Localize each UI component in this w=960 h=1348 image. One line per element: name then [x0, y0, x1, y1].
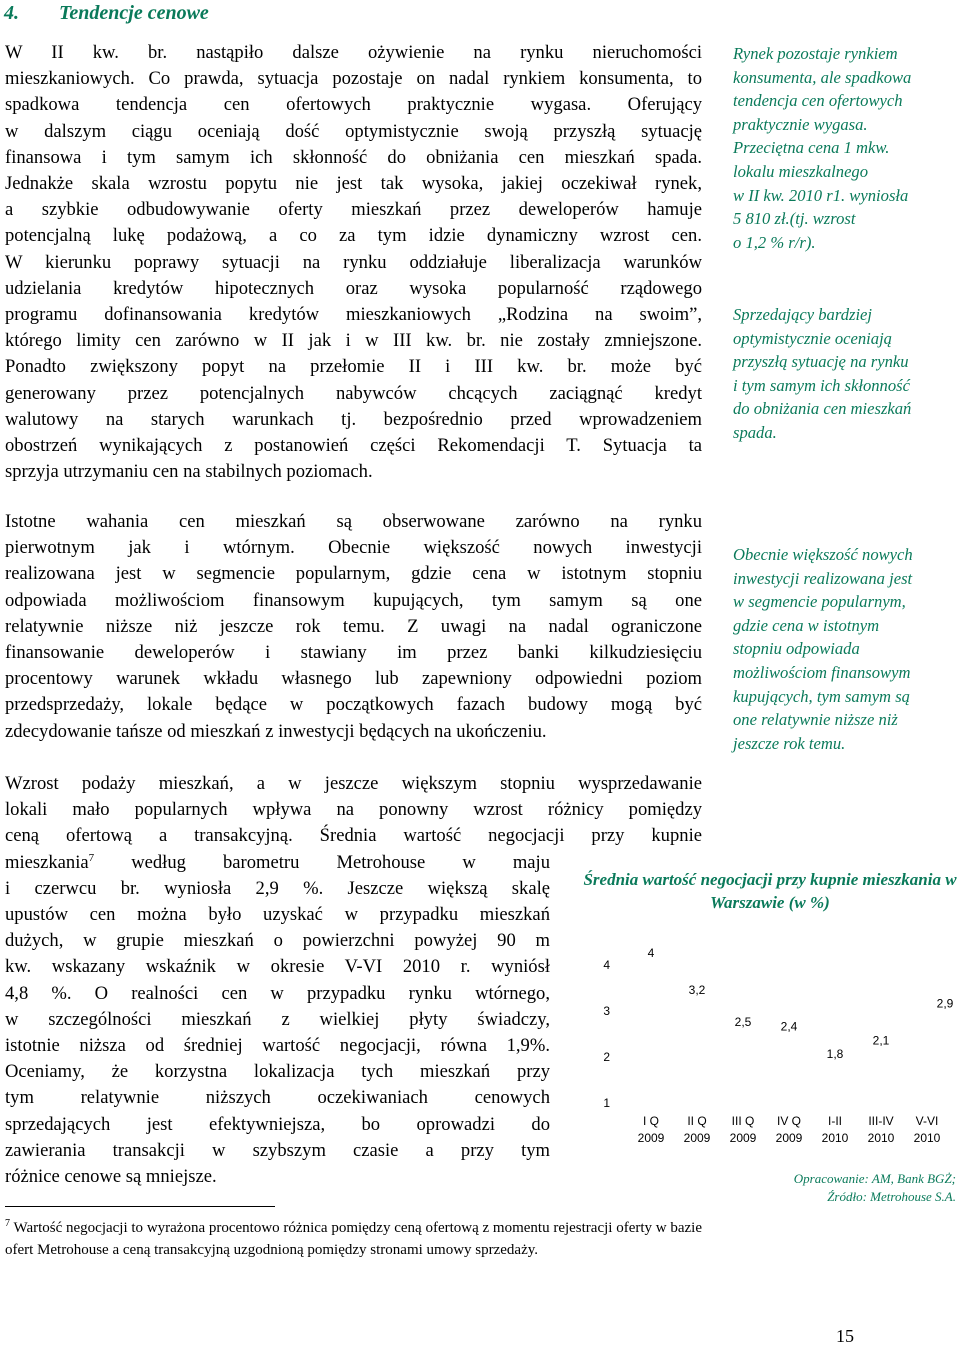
x-tick-label: 2010 — [867, 1131, 895, 1145]
text-line: walutowy na starych warunkach tj. bezpośrednio przed wprowadzeniem — [5, 408, 702, 430]
text-line: Ponadto zwiększony popyt na przełomie II i III kw. br. może być — [5, 356, 702, 378]
text-line: w szczególności mieszkań z wielkiej płyty świadczy, — [5, 1008, 550, 1030]
note-line: i tym samym ich skłonność — [733, 375, 910, 395]
footnote-number: 7 — [5, 1218, 10, 1229]
text-fragment: mieszkania — [5, 851, 89, 873]
note-line: możliwościom finansowym — [733, 662, 911, 682]
note-line: spada. — [733, 422, 777, 442]
y-tick-label: 4 — [603, 958, 610, 972]
y-tick-label: 2 — [603, 1050, 610, 1064]
section-title: Tendencje cenowe — [59, 2, 209, 24]
text-line: finansowa i tym samym ich skłonność do obniżania cen mieszkań spada. — [5, 146, 702, 168]
note-line: inwestycji realizowana jest — [733, 568, 913, 588]
note-line: konsumenta, ale spadkowa — [733, 67, 912, 87]
note-line: Sprzedający bardziej — [733, 305, 873, 324]
data-label: 2,4 — [780, 1019, 798, 1034]
x-tick-label: 2009 — [729, 1131, 757, 1145]
paragraph-market-recovery — [5, 40, 702, 485]
page-number: 15 — [836, 1326, 854, 1346]
data-label: 1,8 — [826, 1047, 844, 1062]
chart-source-line: Źródło: Metrohouse S.A. — [827, 1189, 956, 1204]
section-heading — [4, 2, 209, 25]
sidebar-note-sellers — [733, 303, 960, 445]
text-line: Jednakże skala wzrostu popytu nie jest tak wysoka, jakiej oczekiwał rynek, — [5, 173, 702, 195]
sidebar-note-market — [733, 42, 960, 254]
text-line: generowany przez potencjalnych nabywców chcących zaciągnąć kredyt — [5, 382, 702, 404]
y-tick-label: 1 — [603, 1096, 610, 1110]
x-tick-label: I Q — [642, 1114, 660, 1128]
text-line: i czerwcu br. wyniosła 2,9 %. Jeszcze większą skalę — [5, 877, 550, 899]
text-line: przedsprzedaży, lokale będące w początkowych fazach budowy mogą być — [5, 694, 702, 716]
note-line: one relatywnie niższe niż — [733, 710, 898, 730]
data-label: 3,2 — [688, 982, 706, 997]
x-tick-label: II Q — [687, 1114, 707, 1128]
text-line: sprzedających jest efektywniejsza, bo oprowadzi do — [5, 1113, 550, 1135]
x-tick-label: 2009 — [775, 1131, 803, 1145]
note-line: tendencja cen ofertowych — [733, 91, 903, 111]
note-line: jeszcze rok temu. — [733, 733, 846, 753]
bar — [822, 1066, 848, 1103]
text-line: w dalszym ciągu oceniają dość optymistycznie swoją przyszłą sytuację — [5, 120, 702, 142]
data-label: 4 — [647, 946, 655, 960]
text-fragment: według barometru Metrohouse w maju — [131, 851, 550, 873]
y-tick-label: 3 — [603, 1004, 610, 1018]
text-line: spadkowa tendencja cen ofertowych praktycznie wygasa. Oferujący — [5, 94, 702, 116]
x-tick-label: V-VI — [915, 1114, 939, 1128]
x-tick-label: III-IV — [868, 1114, 894, 1128]
note-line: w segmencie popularnym, — [733, 592, 906, 612]
note-line: Rynek pozostaje rynkiem — [733, 44, 898, 63]
text-line: upustów cen można było uzyskać w przypadku mieszkań — [5, 904, 550, 926]
chart-source-line: Opracowanie: AM, Bank BGŻ; — [793, 1171, 956, 1186]
text-line: Oceniamy, że korzystna lokalizacja tych mieszkań przy — [5, 1061, 550, 1083]
text-line: Wzrost podaży mieszkań, a w jeszcze większym stopniu wysprzedawanie — [5, 773, 702, 794]
text-line: pierwotnym jak i wtórnym. Obecnie większość nowych inwestycji — [5, 537, 702, 559]
note-line: Przeciętna cena 1 mkw. — [733, 138, 890, 158]
bar — [730, 1034, 756, 1103]
note-line: w II kw. 2010 r1. wyniosła — [733, 185, 909, 205]
bar — [776, 1039, 802, 1103]
text-line: ceną ofertową a transakcyjną. Średnia wartość negocjacji przy kupnie — [5, 825, 702, 847]
text-line: obostrzeń wynikających z postanowień części Rekomendacji T. Sytuacja ta — [5, 435, 702, 457]
bar — [638, 965, 664, 1103]
text-line: W kierunku poprawy sytuacji na rynku oddziałuje liberalizacja warunków — [5, 251, 702, 273]
x-tick-label: I-II — [828, 1114, 842, 1128]
x-tick-label: 2009 — [637, 1131, 665, 1145]
bar — [684, 1002, 710, 1103]
text-line: różnice cenowe są mniejsze. — [5, 1166, 217, 1188]
footnote-text: Wartość negocjacji to wyrażona procentowo różnica pomiędzy ceną ofertową z momentu rejestracji oferty w bazie ofert Metrohouse a ceną transakcyjną uzgodnioną pomiędzy stronami umowy sprzedaży. — [5, 1220, 702, 1258]
data-label: 2,9 — [936, 996, 954, 1011]
footnote-separator — [5, 1206, 275, 1207]
note-line: 5 810 zł.(tj. wzrost — [733, 209, 856, 229]
note-line: do obniżania cen mieszkań — [733, 399, 912, 419]
chart-title: Średnia wartość negocjacji przy kupnie mieszkania w Warszawie (w %) — [583, 870, 957, 912]
text-line: Istotne wahania cen mieszkań są obserwowane zarówno na rynku — [5, 511, 702, 532]
sidebar-note-investments — [733, 543, 960, 755]
text-line — [5, 850, 550, 876]
note-line: lokalu mieszkalnego — [733, 161, 869, 181]
data-label: 2,1 — [872, 1033, 890, 1048]
text-line: udzielania kredytów hipotecznych oraz wysoka popularność rządowego — [5, 277, 702, 299]
text-line: lokali mało popularnych wpływa na ponowny wzrost różnicy pomiędzy — [5, 799, 702, 821]
negotiation-bar-chart — [588, 935, 958, 1150]
text-line: kw. wskazany wskaźnik w okresie V-VI 2010 r. wyniósł — [5, 956, 550, 978]
text-line: potencjalną lukę podażową, a co za tym idzie dynamiczny wzrost cen. — [5, 225, 702, 247]
x-tick-label: 2010 — [913, 1131, 941, 1145]
text-line: realizowana jest w segmencie popularnym, gdzie cena w istotnym stopniu — [5, 563, 702, 585]
text-line: relatywnie niższe niż jeszcze rok temu. Z uwagi na nadal ograniczone — [5, 615, 702, 637]
footnote-reference: 7 — [88, 851, 95, 864]
text-line: sprzyja utrzymaniu cen na stabilnych poziomach. — [5, 461, 373, 483]
section-number: 4. — [4, 2, 19, 24]
note-line: kupujących, tym samym są — [733, 686, 910, 706]
text-line: dużych, w grupie mieszkań o powierzchni powyżej 90 m — [5, 930, 550, 952]
x-tick-label: 2009 — [683, 1131, 711, 1145]
text-line: 4,8 %. O realności cen w przypadku rynku wtórnego, — [5, 982, 550, 1004]
note-line: stopniu odpowiada — [733, 639, 860, 659]
text-line: mieszkaniowych. Co prawda, sytuacja pozostaje on nadal rynkiem konsumenta, to — [5, 68, 702, 90]
text-line: istotnie niższa od średniej wartość negocjacji, równa 1,9%. — [5, 1035, 550, 1057]
note-line: Obecnie większość nowych — [733, 545, 913, 564]
text-line: programu dofinansowania kredytów mieszkaniowych „Rodzina na swoim”, — [5, 304, 702, 326]
text-line: finansowanie deweloperów i stawiany im przez banki kilkudziesięciu — [5, 642, 702, 664]
text-line: odpowiada możliwościom finansowym kupujących, tym samym są one — [5, 589, 702, 611]
text-line: tym relatywnie niższych oczekiwaniach cenowych — [5, 1087, 550, 1109]
note-line: praktycznie wygasa. — [733, 114, 868, 134]
text-line: procentowy warunek wkładu własnego lub zapewniony odpowiedni poziom — [5, 668, 702, 690]
x-tick-label: IV Q — [776, 1114, 802, 1128]
bar — [914, 1016, 940, 1103]
note-line: optymistycznie oceniają — [733, 328, 892, 348]
data-label: 2,5 — [734, 1015, 752, 1029]
x-tick-label: III Q — [731, 1114, 755, 1128]
paragraph-price-fluctuations — [5, 509, 702, 745]
text-line: którego limity cen zarówno w II jak i w III kw. br. nie zostały zmniejszone. — [5, 330, 702, 352]
text-line: zawierania transakcji w szybszym czasie a przy tym — [5, 1139, 550, 1161]
text-line: a szybkie odbudowywanie oferty mieszkań przez deweloperów hamuje — [5, 199, 702, 221]
text-line: zdecydowanie tańsze od mieszkań z inwestycji będących na ukończeniu. — [5, 720, 547, 742]
chart-source — [794, 1170, 956, 1206]
note-line: o 1,2 % r/r). — [733, 232, 816, 252]
bar — [868, 1052, 894, 1103]
note-line: przyszłą sytuację na rynku — [733, 352, 909, 372]
note-line: gdzie cena w istotnym — [733, 615, 880, 635]
text-line: W II kw. br. nastąpiło dalsze ożywienie na rynku nieruchomości — [5, 42, 702, 63]
x-tick-label: 2010 — [821, 1131, 849, 1145]
footnote — [5, 1218, 702, 1261]
